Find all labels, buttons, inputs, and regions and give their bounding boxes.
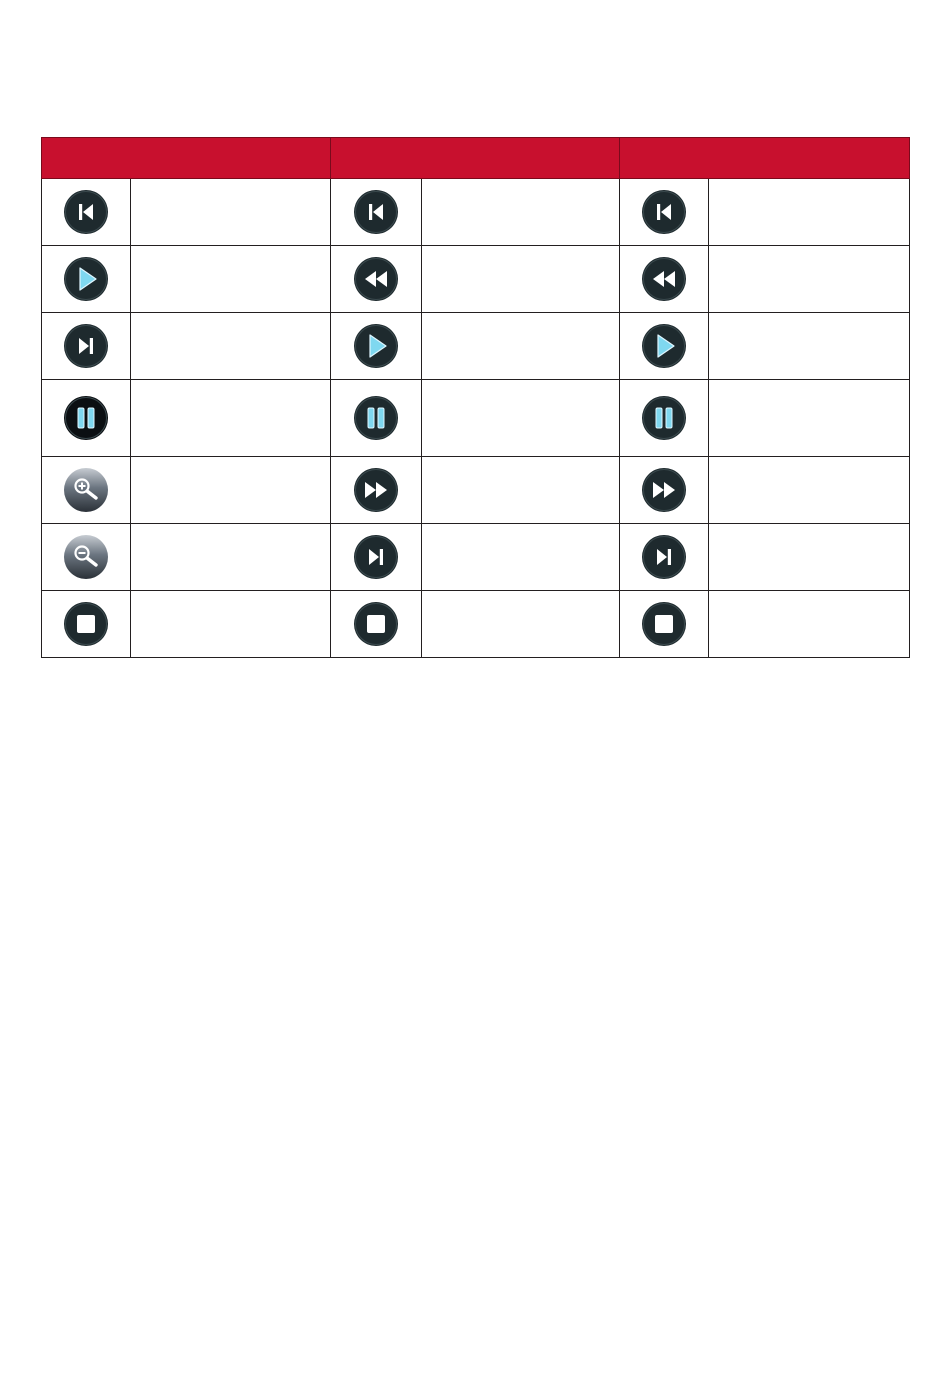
description-cell — [709, 246, 910, 313]
icon-cell — [620, 313, 709, 380]
icon-cell — [620, 179, 709, 246]
icon-cell — [620, 457, 709, 524]
column-header-1 — [42, 138, 331, 179]
description-cell — [709, 457, 910, 524]
description-cell — [709, 380, 910, 457]
description-cell — [422, 457, 620, 524]
stop-icon — [641, 601, 687, 647]
icon-cell — [42, 246, 131, 313]
column-header-2 — [331, 138, 620, 179]
icon-cell — [620, 524, 709, 591]
icon-cell — [42, 524, 131, 591]
table-row — [42, 313, 910, 380]
skip-forward-icon — [641, 534, 687, 580]
icon-cell — [42, 591, 131, 658]
icon-cell — [331, 457, 422, 524]
description-cell — [131, 380, 331, 457]
fast-forward-icon — [641, 467, 687, 513]
description-cell — [709, 313, 910, 380]
description-cell — [131, 313, 331, 380]
icon-cell — [620, 246, 709, 313]
icon-cell — [42, 457, 131, 524]
icon-cell — [331, 246, 422, 313]
description-cell — [709, 591, 910, 658]
play-icon — [63, 256, 109, 302]
icon-cell — [331, 313, 422, 380]
stop-icon — [353, 601, 399, 647]
icon-cell — [42, 313, 131, 380]
description-cell — [131, 246, 331, 313]
description-cell — [709, 179, 910, 246]
skip-back-icon — [353, 189, 399, 235]
description-cell — [422, 313, 620, 380]
icon-cell — [620, 591, 709, 658]
icon-cell — [331, 591, 422, 658]
icon-cell — [331, 380, 422, 457]
table-row — [42, 524, 910, 591]
pause-icon — [641, 395, 687, 441]
zoom-out-icon — [63, 534, 109, 580]
rewind-icon — [641, 256, 687, 302]
playback-controls-table — [41, 137, 910, 658]
table-row — [42, 380, 910, 457]
stop-icon — [63, 601, 109, 647]
description-cell — [422, 524, 620, 591]
description-cell — [131, 179, 331, 246]
skip-back-icon — [641, 189, 687, 235]
description-cell — [422, 591, 620, 658]
skip-forward-icon — [353, 534, 399, 580]
rewind-icon — [353, 256, 399, 302]
skip-back-icon — [63, 189, 109, 235]
description-cell — [131, 524, 331, 591]
description-cell — [131, 457, 331, 524]
description-cell — [422, 380, 620, 457]
icon-cell — [42, 380, 131, 457]
icon-cell — [331, 179, 422, 246]
table-row — [42, 246, 910, 313]
pause-icon — [353, 395, 399, 441]
play-icon — [353, 323, 399, 369]
description-cell — [709, 524, 910, 591]
table-row — [42, 591, 910, 658]
icon-cell — [331, 524, 422, 591]
icon-cell — [620, 380, 709, 457]
icon-cell — [42, 179, 131, 246]
table-row — [42, 179, 910, 246]
column-header-3 — [620, 138, 910, 179]
fast-forward-icon — [353, 467, 399, 513]
pause-icon — [63, 395, 109, 441]
zoom-in-icon — [63, 467, 109, 513]
skip-forward-icon — [63, 323, 109, 369]
table-header-row — [42, 138, 910, 179]
description-cell — [131, 591, 331, 658]
play-icon — [641, 323, 687, 369]
description-cell — [422, 246, 620, 313]
description-cell — [422, 179, 620, 246]
table-row — [42, 457, 910, 524]
